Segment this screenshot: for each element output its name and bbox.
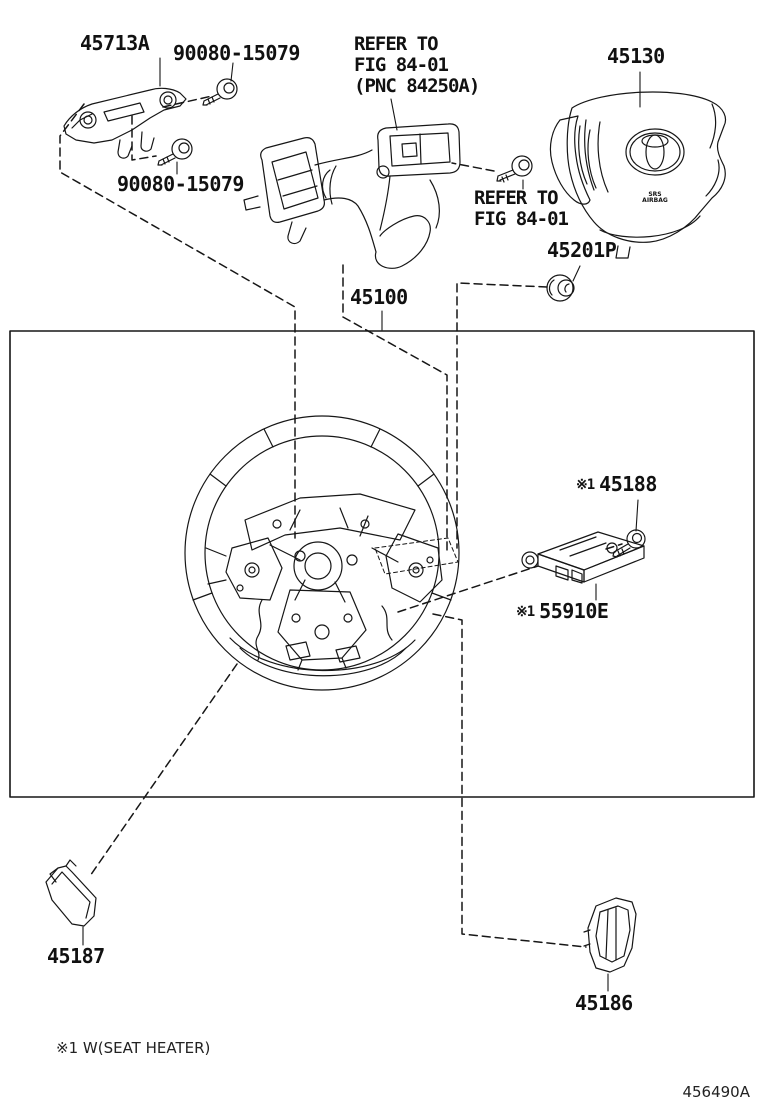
seat-heater-footnote: ※1 W(SEAT HEATER) bbox=[56, 1039, 211, 1057]
wheel-cover-switch-drawing bbox=[244, 124, 460, 268]
heater-screw-number: 45188 bbox=[599, 472, 657, 496]
screw-side-drawing bbox=[158, 139, 192, 165]
part-label-airbag-pad: 45130 bbox=[607, 44, 665, 68]
cover-lh-drawing bbox=[46, 860, 96, 926]
part-label-wheel-assy: 45100 bbox=[350, 285, 408, 309]
assembly-boundary-box bbox=[10, 331, 754, 797]
push-nut-drawing bbox=[547, 275, 574, 301]
refer-note-screw bbox=[474, 188, 568, 230]
refer-note-top-line1: REFER TO bbox=[354, 33, 438, 55]
refer-note-screw-line1: REFER TO bbox=[474, 187, 558, 209]
part-label-cover-lh: 45187 bbox=[47, 944, 105, 968]
figure-code: 456490A bbox=[682, 1083, 750, 1101]
part-label-heater-controller bbox=[516, 600, 608, 623]
screw-top-drawing bbox=[203, 79, 237, 105]
heater-controller-drawing bbox=[522, 532, 644, 583]
part-label-heater-screw bbox=[576, 473, 657, 496]
heater-screw-drawing bbox=[613, 530, 645, 557]
airbag-pad-drawing bbox=[550, 92, 725, 258]
heater-controller-number: 55910E bbox=[539, 599, 609, 623]
heater-controller-footnote-mark: ※1 bbox=[516, 604, 535, 620]
part-label-bracket: 45713A bbox=[80, 31, 150, 55]
pad-screw-drawing bbox=[497, 156, 532, 182]
part-label-push-nut: 45201P bbox=[547, 238, 617, 262]
airbag-pad-embossed-text: SRS AIRBAG bbox=[642, 191, 668, 204]
heater-screw-footnote-mark: ※1 bbox=[576, 477, 595, 493]
bracket-45713a-drawing bbox=[64, 88, 186, 158]
refer-note-top-line3: (PNC 84250A) bbox=[354, 75, 480, 97]
refer-note-top-line2: FIG 84-01 bbox=[354, 54, 448, 76]
refer-note-screw-line2: FIG 84-01 bbox=[474, 208, 568, 230]
refer-note-top bbox=[354, 34, 479, 97]
part-label-screw-side: 90080-15079 bbox=[117, 172, 244, 196]
steering-wheel-drawing bbox=[185, 416, 459, 690]
part-label-screw-top: 90080-15079 bbox=[173, 41, 300, 65]
part-label-cover-rh: 45186 bbox=[575, 991, 633, 1015]
cover-rh-drawing bbox=[584, 898, 636, 972]
